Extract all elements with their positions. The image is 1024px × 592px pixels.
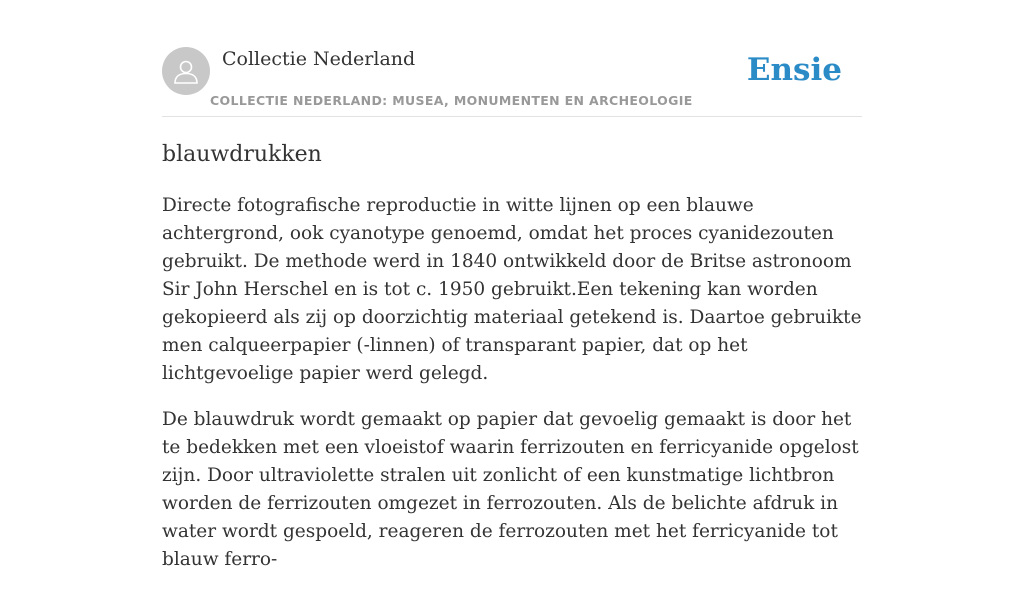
article-title: blauwdrukken: [162, 142, 322, 167]
publisher-name[interactable]: COLLECTIE NEDERLAND: MUSEA, MONUMENTEN EN ARCHEOLOGIE: [210, 93, 693, 108]
article-paragraph: De blauwdruk wordt gemaakt op papier dat gevoelig gemaakt is door het te bedekken met een vloeistof waarin ferrizouten en ferricyanide opgelost zijn. Door ultraviolette stralen uit zonlicht of een kunstmatige lichtbron worden de ferrizouten omgezet in ferrozouten. Als de belichte afdruk in water wordt gespoeld, reageren de ferrozouten met het ferricyanide tot blauw ferro-: [162, 409, 859, 570]
brand-logo[interactable]: Ensie: [746, 52, 842, 88]
article-header: [162, 46, 862, 117]
author-name[interactable]: Collectie Nederland: [222, 48, 416, 70]
article-body: [162, 192, 864, 592]
user-icon: [171, 56, 201, 86]
article-paragraph: Directe fotografische reproductie in witte lijnen op een blauwe achtergrond, ook cyanotype genoemd, omdat het proces cyanidezouten gebruikt. De methode werd in 1840 ontwikkeld door de Britse astronoom Sir John Herschel en is tot c. 1950 gebruikt.Een tekening kan worden gekopieerd als zij op doorzichtig materiaal getekend is. Daartoe gebruikte men calqueerpapier (-linnen) of transparant papier, dat op het lichtgevoelige papier werd gelegd.: [162, 195, 862, 384]
avatar[interactable]: [162, 47, 210, 95]
